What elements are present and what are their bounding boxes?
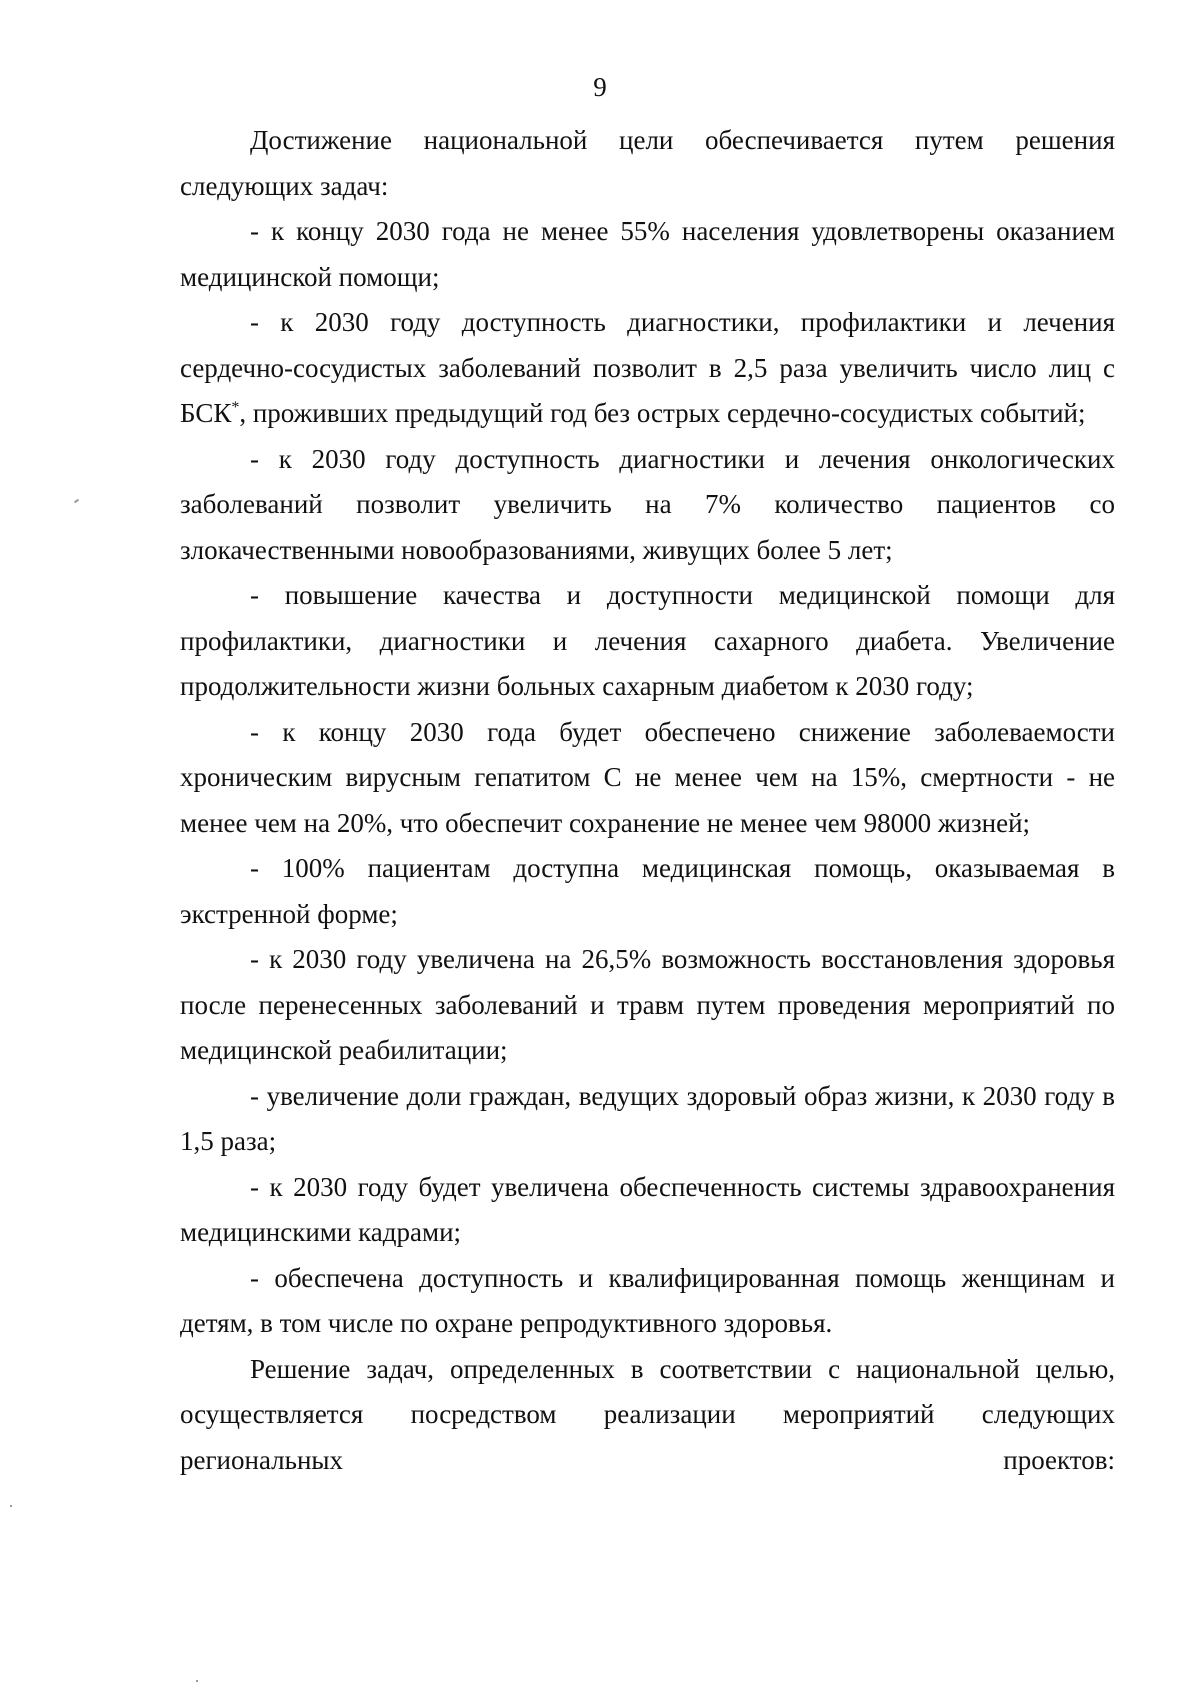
intro-paragraph: Достижение национальной цели обеспечивается путем решения следующих задач: — [180, 125, 1115, 201]
task-item-women-children: - обеспечена доступность и квалифицированная помощь женщинам и детям, в том числе по охране репродуктивного здоровья. — [180, 1262, 1115, 1338]
task-item-oncology: - к 2030 году доступность диагностики и лечения онкологических заболеваний позволит увеличить на 7% количество пациентов со злокачественными новообразованиями, живущих более 5 лет; — [180, 443, 1115, 565]
task-item-hepatitis: - к концу 2030 года будет обеспечено снижение заболеваемости хроническим вирусным гепатитом С не менее чем на 15%, смертности - не менее чем на 20%, что обеспечит сохранение не менее чем 98000 жизней; — [180, 716, 1115, 838]
cardiovascular-text-end: , проживших предыдущий год без острых сердечно-сосудистых событий; — [239, 398, 1086, 428]
task-item-satisfaction: - к концу 2030 года не менее 55% населения удовлетворены оказанием медицинской помощи; — [180, 216, 1115, 292]
scan-speck — [74, 499, 79, 504]
outro-paragraph: Решение задач, определенных в соответствии с национальной целью, осуществляется посредством реализации мероприятий следующих региональных проектов: — [180, 1353, 1115, 1475]
scan-speck — [10, 1505, 12, 1507]
task-item-cardiovascular — [180, 300, 1115, 437]
task-item-rehabilitation: - к 2030 году увеличена на 26,5% возможность восстановления здоровья после перенесенных заболеваний и травм путем проведения мероприятий по медицинской реабилитации; — [180, 944, 1115, 1065]
task-item-medical-staff: - к 2030 году будет увеличена обеспеченность системы здравоохранения медицинскими кадрами; — [180, 1171, 1115, 1247]
task-item-emergency-care: - 100% пациентам доступна медицинская помощь, оказываемая в экстренной форме; — [180, 853, 1115, 929]
task-item-diabetes: - повышение качества и доступности медицинской помощи для профилактики, диагностики и лечения сахарного диабета. Увеличение продолжительности жизни больных сахарным диабетом к 2030 году; — [180, 580, 1115, 701]
page-number: 9 — [593, 72, 607, 102]
footnote-asterisk: * — [231, 399, 240, 416]
document-body — [180, 118, 1115, 1483]
scan-speck — [196, 1680, 198, 1682]
task-item-healthy-lifestyle: - увеличение доли граждан, ведущих здоровый образ жизни, к 2030 году в 1,5 раза; — [180, 1080, 1115, 1156]
cardiovascular-text-start: - к 2030 году доступность диагностики, профилактики и лечения сердечно-сосудистых заболеваний позволит в 2,5 раза увеличить число лиц с БСК — [180, 307, 1115, 428]
